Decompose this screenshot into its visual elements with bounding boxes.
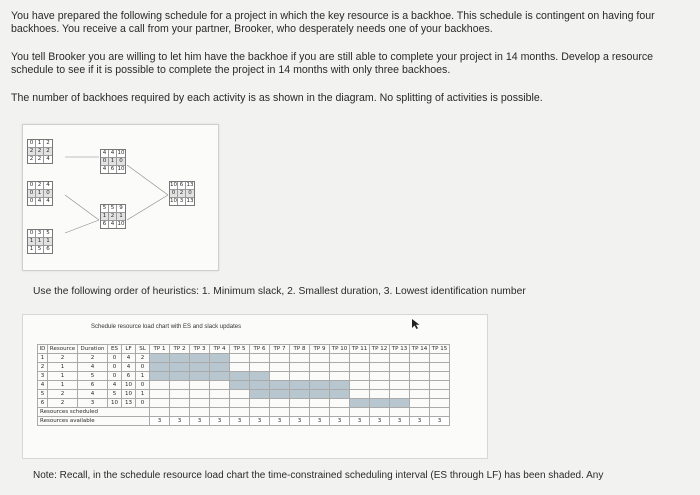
- period-cell[interactable]: [150, 354, 170, 363]
- node-cell: 10: [117, 166, 125, 172]
- node-cell: 3: [36, 230, 44, 238]
- node-cell: 0: [117, 158, 125, 166]
- node-cell: 0: [28, 140, 36, 148]
- period-cell[interactable]: [290, 390, 310, 399]
- scheduled-cell[interactable]: [430, 408, 450, 417]
- period-cell[interactable]: [250, 381, 270, 390]
- period-cell[interactable]: [250, 390, 270, 399]
- cell-duration: 4: [78, 363, 108, 372]
- period-cell[interactable]: [210, 390, 230, 399]
- period-cell[interactable]: [330, 381, 350, 390]
- period-cell[interactable]: [150, 381, 170, 390]
- scheduled-cell[interactable]: [270, 408, 290, 417]
- period-cell[interactable]: [330, 390, 350, 399]
- period-cell[interactable]: [370, 381, 390, 390]
- column-header: SL: [136, 345, 150, 354]
- period-cell[interactable]: [250, 372, 270, 381]
- node-cell: 13: [186, 198, 194, 204]
- period-cell[interactable]: [430, 363, 450, 372]
- activity-node-5: [27, 229, 53, 254]
- table-row: [38, 372, 450, 381]
- resources-available-row: [38, 417, 450, 426]
- available-cell: 3: [190, 417, 210, 426]
- cell-es: 0: [108, 363, 122, 372]
- period-cell[interactable]: [230, 354, 250, 363]
- node-cell: 2: [109, 213, 117, 221]
- period-cell[interactable]: [350, 381, 370, 390]
- node-cell: 1: [28, 238, 36, 246]
- period-cell[interactable]: [410, 354, 430, 363]
- cell-lf: 4: [122, 354, 136, 363]
- heuristics-text: Use the following order of heuristics: 1. Minimum slack, 2. Smallest duration, 3. Lowest identification number: [33, 286, 526, 297]
- period-cell[interactable]: [390, 381, 410, 390]
- period-cell[interactable]: [170, 390, 190, 399]
- available-cell: 3: [150, 417, 170, 426]
- available-cell: 3: [230, 417, 250, 426]
- period-cell[interactable]: [190, 390, 210, 399]
- activity-node-2: [100, 149, 126, 174]
- resources-scheduled-label: Resources scheduled: [38, 408, 150, 417]
- schedule-table: [37, 344, 450, 426]
- period-cell[interactable]: [410, 399, 430, 408]
- scheduled-cell[interactable]: [310, 408, 330, 417]
- node-cell: 4: [44, 182, 52, 190]
- column-header: TP 11: [350, 345, 370, 354]
- cell-id: 1: [38, 354, 48, 363]
- available-cell: 3: [330, 417, 350, 426]
- period-cell[interactable]: [210, 363, 230, 372]
- scheduled-cell[interactable]: [210, 408, 230, 417]
- period-cell[interactable]: [310, 372, 330, 381]
- activity-node-4: [100, 204, 126, 229]
- scheduled-cell[interactable]: [350, 408, 370, 417]
- period-cell[interactable]: [270, 372, 290, 381]
- scheduled-cell[interactable]: [170, 408, 190, 417]
- table-row: [38, 363, 450, 372]
- period-cell[interactable]: [230, 390, 250, 399]
- cell-id: 6: [38, 399, 48, 408]
- period-cell[interactable]: [210, 381, 230, 390]
- resources-available-label: Resources available: [38, 417, 150, 426]
- resources-scheduled-row: [38, 408, 450, 417]
- node-cell: 10: [117, 150, 125, 156]
- period-cell[interactable]: [150, 390, 170, 399]
- cursor-icon: [411, 318, 421, 330]
- period-cell[interactable]: [430, 381, 450, 390]
- cell-duration: 3: [78, 399, 108, 408]
- node-cell: 0: [44, 190, 52, 198]
- requirement-paragraph: You tell Brooker you are willing to let him have the backhoe if you are still able to complete your project in 14 months. Develop a resource schedule to see if it is possible to complete the project in 14 months with only three backhoes.: [11, 51, 654, 76]
- period-cell[interactable]: [310, 381, 330, 390]
- period-cell[interactable]: [150, 363, 170, 372]
- cell-es: 0: [108, 354, 122, 363]
- node-cell: 0: [28, 198, 36, 205]
- node-cell: 1: [44, 238, 52, 246]
- available-cell: 3: [390, 417, 410, 426]
- cell-sl: 1: [136, 372, 150, 381]
- column-header: TP 5: [230, 345, 250, 354]
- period-cell[interactable]: [370, 354, 390, 363]
- scheduled-cell[interactable]: [150, 408, 170, 417]
- period-cell[interactable]: [170, 399, 190, 408]
- period-cell[interactable]: [310, 354, 330, 363]
- note-text: Note: Recall, in the schedule resource load chart the time-constrained scheduling interval (ES through LF) has been shaded. Any: [33, 470, 604, 481]
- period-cell[interactable]: [150, 399, 170, 408]
- period-cell[interactable]: [190, 363, 210, 372]
- period-cell[interactable]: [290, 381, 310, 390]
- period-cell[interactable]: [330, 372, 350, 381]
- period-cell[interactable]: [350, 399, 370, 408]
- node-cell: 0: [186, 190, 194, 198]
- cell-es: 4: [108, 381, 122, 390]
- period-cell[interactable]: [350, 363, 370, 372]
- node-cell: 5: [101, 205, 109, 213]
- period-cell[interactable]: [370, 390, 390, 399]
- node-cell: 6: [101, 221, 109, 228]
- node-cell: 10: [117, 221, 125, 227]
- node-cell: 1: [117, 213, 125, 221]
- available-cell: 3: [310, 417, 330, 426]
- column-header: TP 4: [210, 345, 230, 354]
- period-cell[interactable]: [250, 363, 270, 372]
- period-cell[interactable]: [370, 372, 390, 381]
- period-cell[interactable]: [390, 399, 410, 408]
- node-cell: 1: [36, 140, 44, 148]
- node-cell: 2: [44, 148, 52, 156]
- period-cell[interactable]: [230, 399, 250, 408]
- node-cell: 2: [178, 190, 186, 198]
- node-cell: 1: [109, 158, 117, 166]
- cell-resource: 1: [48, 381, 78, 390]
- cell-resource: 1: [48, 372, 78, 381]
- period-cell[interactable]: [430, 372, 450, 381]
- period-cell[interactable]: [190, 372, 210, 381]
- node-cell: 0: [170, 190, 178, 198]
- period-cell[interactable]: [270, 363, 290, 372]
- column-header: TP 13: [390, 345, 410, 354]
- period-cell[interactable]: [170, 363, 190, 372]
- node-cell: 10: [170, 198, 177, 204]
- node-cell: 9: [117, 205, 125, 213]
- node-cell: 0: [28, 230, 36, 238]
- column-header: ID: [38, 345, 48, 354]
- period-cell[interactable]: [250, 399, 270, 408]
- activity-node-1: [27, 139, 53, 164]
- period-cell[interactable]: [290, 363, 310, 372]
- period-cell[interactable]: [410, 372, 430, 381]
- column-header: ES: [108, 345, 122, 354]
- period-cell[interactable]: [390, 390, 410, 399]
- available-cell: 3: [290, 417, 310, 426]
- scheduled-cell[interactable]: [190, 408, 210, 417]
- node-cell: 13: [186, 182, 194, 188]
- node-cell: 5: [36, 246, 44, 253]
- period-cell[interactable]: [330, 363, 350, 372]
- node-cell: 4: [101, 166, 109, 173]
- column-header: LF: [122, 345, 136, 354]
- period-cell[interactable]: [410, 363, 430, 372]
- period-cell[interactable]: [270, 381, 290, 390]
- period-cell[interactable]: [410, 390, 430, 399]
- node-cell: 5: [44, 230, 52, 238]
- cell-duration: 5: [78, 372, 108, 381]
- available-cell: 3: [350, 417, 370, 426]
- column-header: TP 3: [190, 345, 210, 354]
- period-cell[interactable]: [250, 354, 270, 363]
- cell-lf: 6: [122, 372, 136, 381]
- node-cell: 0: [28, 182, 36, 190]
- column-header: TP 2: [170, 345, 190, 354]
- intro-paragraph: You have prepared the following schedule for a project in which the key resource is a backhoe. This schedule is contingent on having four backhoes. You receive a call from your partner, Brooker, who desperately needs one of your backhoes.: [11, 10, 655, 35]
- period-cell[interactable]: [270, 390, 290, 399]
- node-cell: 4: [36, 198, 44, 205]
- period-cell[interactable]: [390, 354, 410, 363]
- available-cell: 3: [270, 417, 290, 426]
- scheduled-cell[interactable]: [250, 408, 270, 417]
- resource-load-chart: [22, 314, 488, 459]
- period-cell[interactable]: [210, 372, 230, 381]
- period-cell[interactable]: [270, 399, 290, 408]
- node-cell: 4: [109, 221, 117, 228]
- activity-node-6: [169, 181, 195, 206]
- node-cell: 10: [170, 182, 177, 188]
- cell-id: 5: [38, 390, 48, 399]
- column-header: TP 6: [250, 345, 270, 354]
- period-cell[interactable]: [230, 381, 250, 390]
- period-cell[interactable]: [170, 372, 190, 381]
- table-header-row: [38, 345, 450, 354]
- period-cell[interactable]: [350, 390, 370, 399]
- scheduled-cell[interactable]: [230, 408, 250, 417]
- table-row: [38, 381, 450, 390]
- period-cell[interactable]: [290, 372, 310, 381]
- column-header: TP 1: [150, 345, 170, 354]
- node-cell: 2: [28, 148, 36, 156]
- cell-sl: 2: [136, 354, 150, 363]
- node-cell: 2: [36, 156, 44, 163]
- period-cell[interactable]: [190, 354, 210, 363]
- period-cell[interactable]: [210, 399, 230, 408]
- scheduled-cell[interactable]: [290, 408, 310, 417]
- node-cell: 4: [46, 198, 50, 204]
- backhoe-paragraph: The number of backhoes required by each activity is as shown in the diagram. No splitting of activities is possible.: [11, 92, 543, 104]
- period-cell[interactable]: [430, 399, 450, 408]
- period-cell[interactable]: [410, 381, 430, 390]
- cell-sl: 0: [136, 363, 150, 372]
- cell-sl: 0: [136, 399, 150, 408]
- period-cell[interactable]: [350, 372, 370, 381]
- available-cell: 3: [370, 417, 390, 426]
- cell-resource: 2: [48, 399, 78, 408]
- table-row: [38, 354, 450, 363]
- period-cell[interactable]: [150, 372, 170, 381]
- period-cell[interactable]: [190, 399, 210, 408]
- period-cell[interactable]: [270, 354, 290, 363]
- period-cell[interactable]: [210, 354, 230, 363]
- column-header: TP 9: [310, 345, 330, 354]
- cell-sl: 1: [136, 390, 150, 399]
- cell-es: 0: [108, 372, 122, 381]
- node-cell: 1: [28, 246, 36, 253]
- period-cell[interactable]: [310, 363, 330, 372]
- scheduled-cell[interactable]: [410, 408, 430, 417]
- cell-duration: 6: [78, 381, 108, 390]
- cell-es: 10: [108, 399, 122, 408]
- cell-resource: 2: [48, 354, 78, 363]
- period-cell[interactable]: [230, 363, 250, 372]
- node-cell: 2: [36, 182, 44, 190]
- node-cell: 2: [36, 148, 44, 156]
- period-cell[interactable]: [350, 354, 370, 363]
- column-header: TP 15: [430, 345, 450, 354]
- period-cell[interactable]: [430, 390, 450, 399]
- cell-sl: 0: [136, 381, 150, 390]
- available-cell: 3: [410, 417, 430, 426]
- cell-lf: 10: [122, 390, 136, 399]
- period-cell[interactable]: [190, 381, 210, 390]
- period-cell[interactable]: [310, 390, 330, 399]
- period-cell[interactable]: [390, 372, 410, 381]
- period-cell[interactable]: [330, 399, 350, 408]
- column-header: TP 7: [270, 345, 290, 354]
- column-header: TP 8: [290, 345, 310, 354]
- column-header: TP 14: [410, 345, 430, 354]
- cell-id: 2: [38, 363, 48, 372]
- cell-id: 3: [38, 372, 48, 381]
- node-cell: 3: [178, 198, 186, 205]
- column-header: TP 12: [370, 345, 390, 354]
- node-cell: 0: [28, 190, 36, 198]
- available-cell: 3: [210, 417, 230, 426]
- node-cell: 6: [178, 182, 186, 190]
- node-cell: 2: [44, 140, 52, 148]
- node-cell: 5: [109, 205, 117, 213]
- column-header: Resource: [48, 345, 78, 354]
- period-cell[interactable]: [370, 399, 390, 408]
- cell-lf: 4: [122, 363, 136, 372]
- cell-es: 5: [108, 390, 122, 399]
- period-cell[interactable]: [370, 363, 390, 372]
- cell-duration: 2: [78, 354, 108, 363]
- cell-id: 4: [38, 381, 48, 390]
- period-cell[interactable]: [170, 381, 190, 390]
- cell-resource: 2: [48, 390, 78, 399]
- period-cell[interactable]: [430, 354, 450, 363]
- node-cell: 0: [101, 158, 109, 166]
- column-header: TP 10: [330, 345, 350, 354]
- period-cell[interactable]: [230, 372, 250, 381]
- node-cell: 1: [101, 213, 109, 221]
- node-cell: 4: [46, 156, 50, 162]
- activity-node-3: [27, 181, 53, 206]
- node-cell: 4: [101, 150, 109, 158]
- node-cell: 1: [36, 190, 44, 198]
- node-cell: 6: [46, 246, 50, 252]
- table-row: [38, 399, 450, 408]
- network-diagram: [22, 124, 219, 271]
- scheduled-cell[interactable]: [370, 408, 390, 417]
- scheduled-cell[interactable]: [330, 408, 350, 417]
- cell-resource: 1: [48, 363, 78, 372]
- cell-lf: 13: [122, 399, 136, 408]
- node-cell: 6: [109, 166, 117, 173]
- cell-lf: 10: [122, 381, 136, 390]
- period-cell[interactable]: [310, 399, 330, 408]
- available-cell: 3: [250, 417, 270, 426]
- scheduled-cell[interactable]: [390, 408, 410, 417]
- column-header: Duration: [78, 345, 108, 354]
- table-row: [38, 390, 450, 399]
- chart-title: Schedule resource load chart with ES and slack updates: [91, 324, 242, 330]
- available-cell: 3: [430, 417, 450, 426]
- period-cell[interactable]: [390, 363, 410, 372]
- node-cell: 2: [28, 156, 36, 163]
- node-cell: 1: [36, 238, 44, 246]
- cell-duration: 4: [78, 390, 108, 399]
- period-cell[interactable]: [290, 399, 310, 408]
- node-cell: 4: [109, 150, 117, 158]
- period-cell[interactable]: [290, 354, 310, 363]
- available-cell: 3: [170, 417, 190, 426]
- period-cell[interactable]: [170, 354, 190, 363]
- period-cell[interactable]: [330, 354, 350, 363]
